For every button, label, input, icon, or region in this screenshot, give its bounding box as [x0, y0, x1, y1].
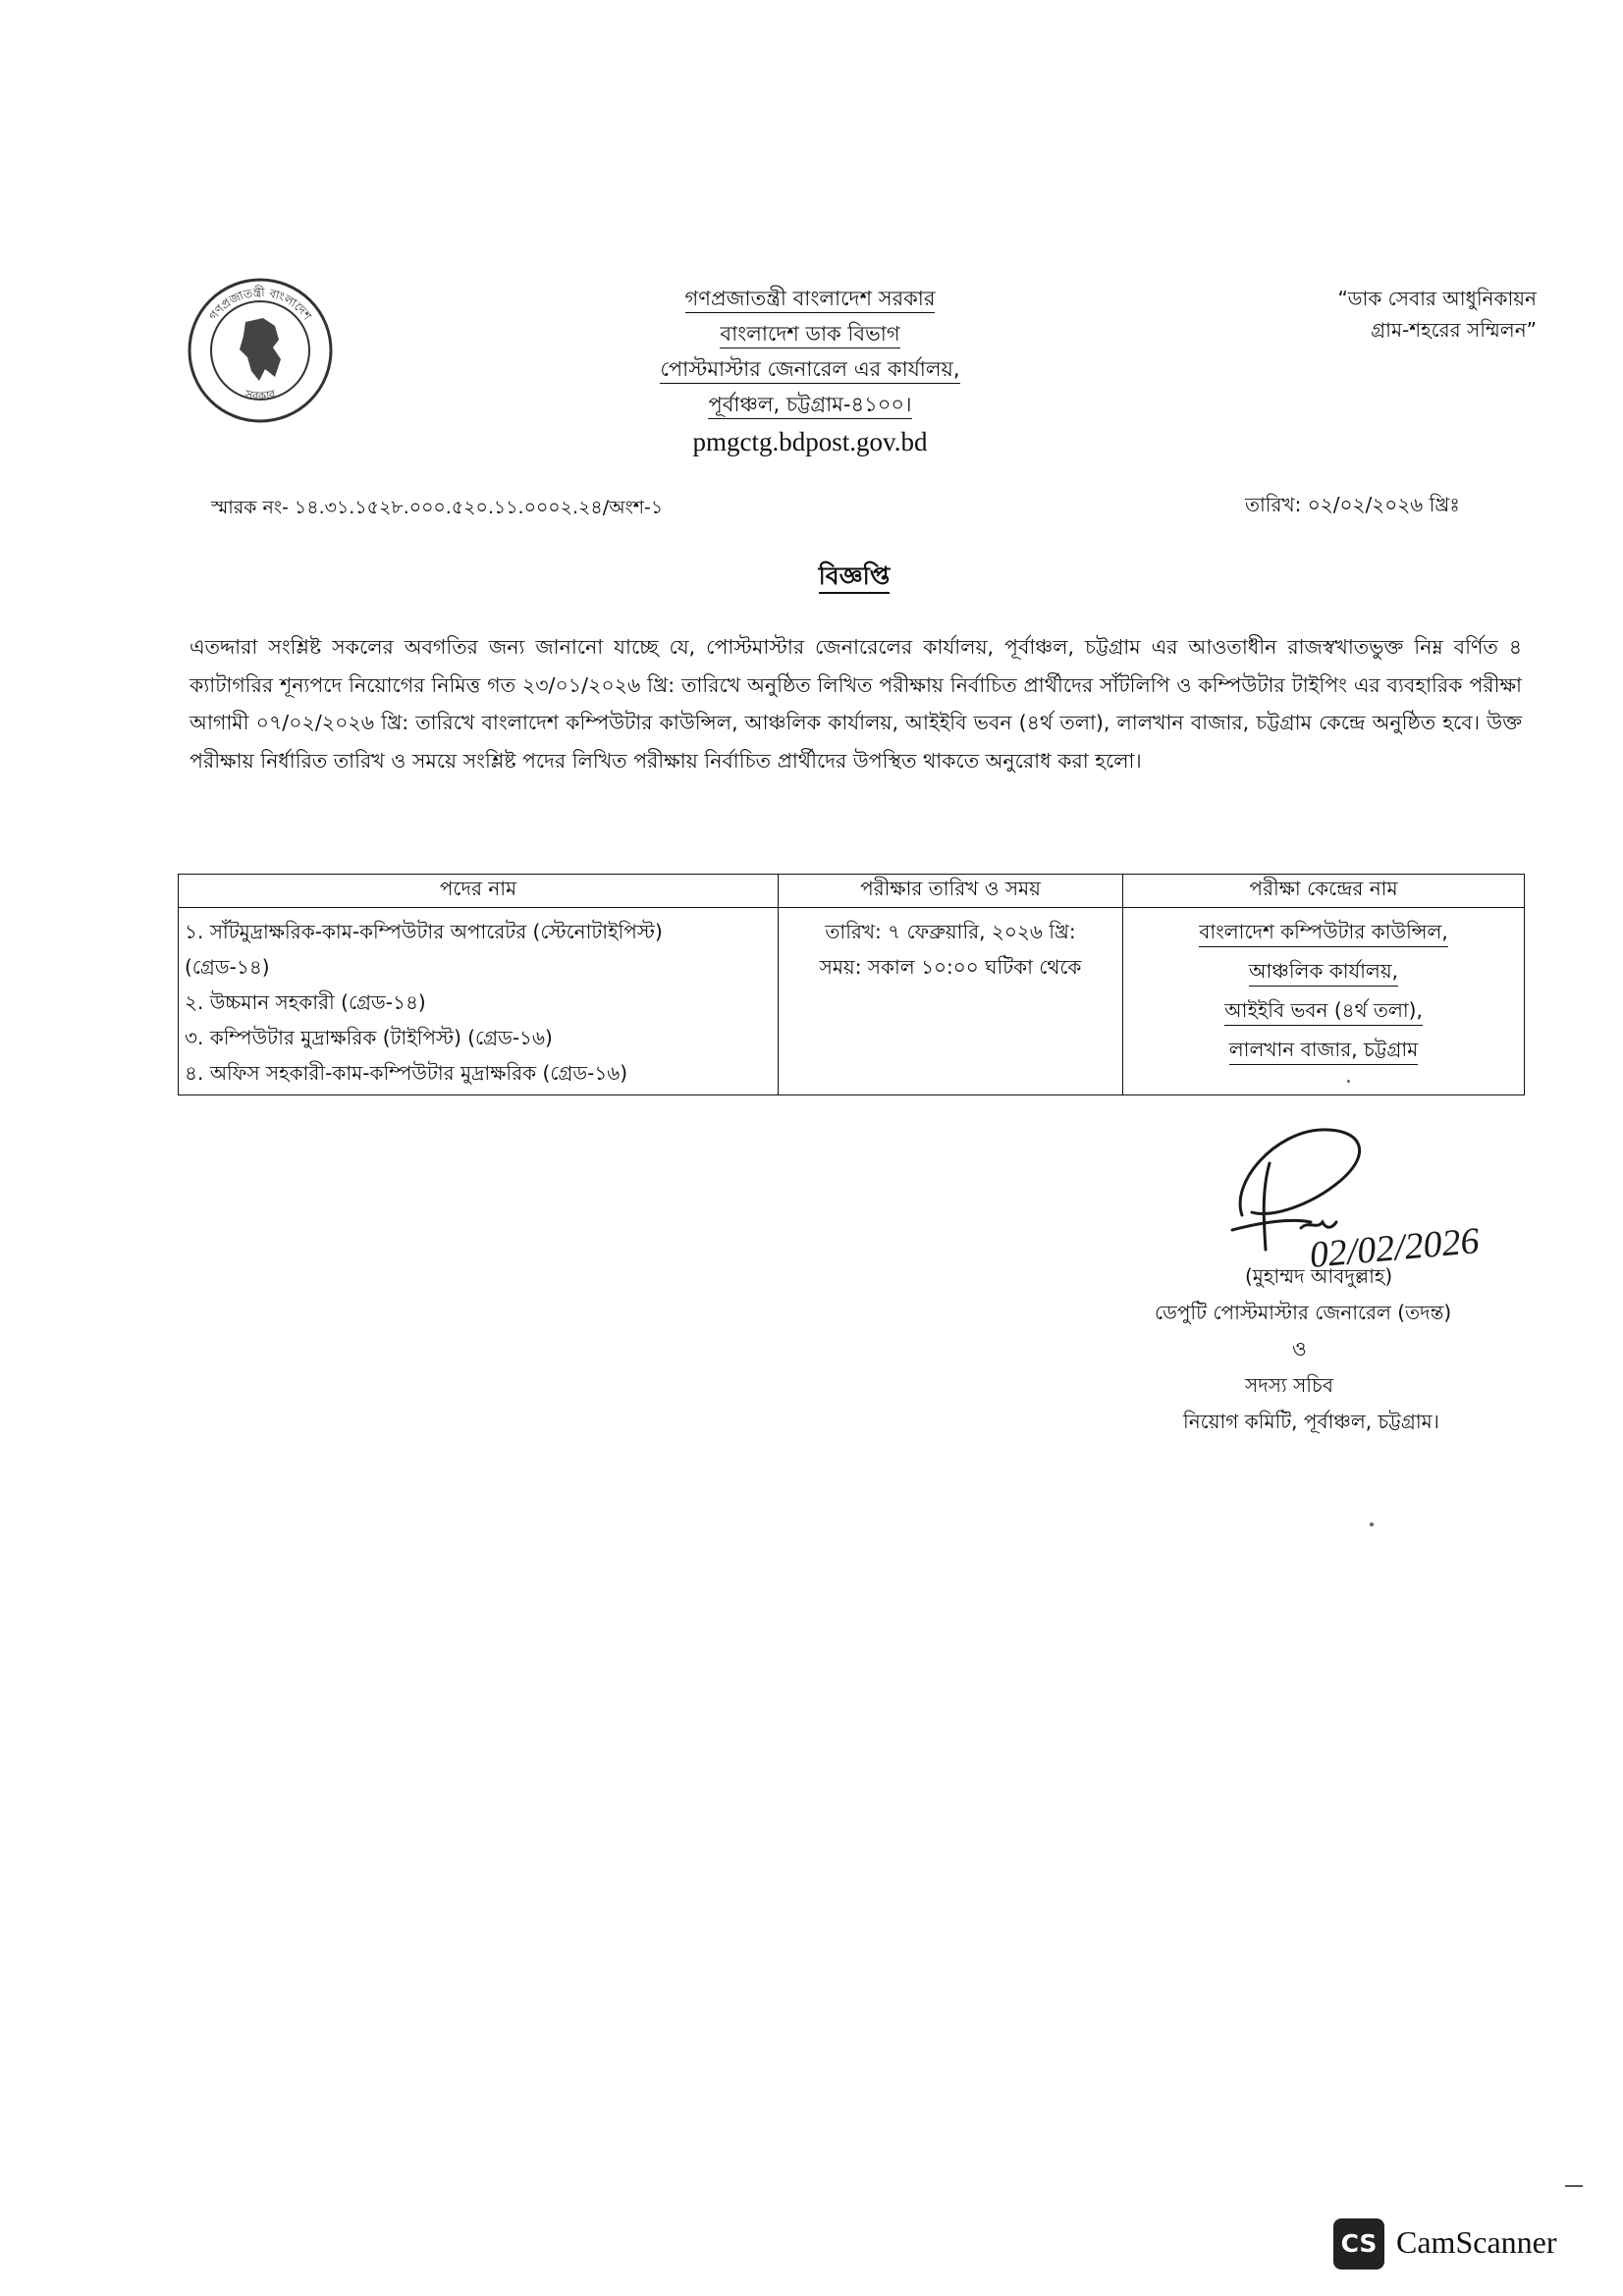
handwritten-date: 02/02/2026 [1308, 1220, 1482, 1276]
memo-reference: স্মারক নং- ১৪.৩১.১৫২৮.০০০.৫২০.১১.০০০২.২৪/অংশ-১ [211, 497, 664, 518]
venue-cell [1123, 908, 1525, 1095]
scan-speck [1347, 1080, 1350, 1083]
post-3: ৩. কম্পিউটার মুদ্রাক্ষরিক (টাইপিস্ট) (গ্রেড-১৬) [185, 1026, 553, 1049]
exam-time: সময়: সকাল ১০:০০ ঘটিকা থেকে [819, 955, 1082, 979]
notice-title-wrap [0, 557, 1623, 599]
government-seal [185, 275, 336, 426]
post-1: ১. সাঁটমুদ্রাক্ষরিক-কাম-কম্পিউটার অপারেটর (স্টেনোটাইপিস্ট) [185, 920, 663, 943]
signatory-conjunction: ও [1292, 1337, 1307, 1361]
office-header [550, 283, 1070, 457]
motto [1232, 283, 1537, 346]
notice-title: বিজ্ঞপ্তি [819, 561, 891, 594]
table-row [179, 908, 1525, 1095]
notice-body: এতদ্দারা সংশ্লিষ্ট সকলের অবগতির জন্য জানানো যাচ্ছে যে, পোস্টমাস্টার জেনারেলের কার্যালয়, পূর্বাঞ্চল, চট্টগ্রাম এর আওতাধীন রাজস্বখাতভুক্ত নিম্ন বর্ণিত ৪ ক্যাটাগরির শূন্যপদে নিয়োগের নিমিত্ত গত ২৩/০১/২০২৬ খ্রি: তারিখে অনুষ্ঠিত লিখিত পরীক্ষায় নির্বাচিত প্রার্থীদের সাঁটলিপি ও কম্পিউটার টাইপিং এর ব্যবহারিক পরীক্ষা আগামী ০৭/০২/২০২৬ খ্রি: তারিখে বাংলাদেশ কম্পিউটার কাউন্সিল, আঞ্চলিক কার্যালয়, আইইবি ভবন (৪র্থ তলা), লালখান বাজার, চট্টগ্রাম কেন্দ্রে অনুষ্ঠিত হবে। উক্ত পরীক্ষায় নির্ধারিত তারিখ ও সময়ে সংশ্লিষ্ট পদের লিখিত পরীক্ষায় নির্বাচিত প্রার্থীদের উপস্থিত থাকতে অনুরোধ করা হলো। [189, 635, 1522, 773]
post-4: ৪. অফিস সহকারী-কাম-কম্পিউটার মুদ্রাক্ষরিক (গ্রেড-১৬) [185, 1061, 628, 1085]
motto-line-2: গ্রাম-শহরের সম্মিলন” [1371, 318, 1537, 342]
schedule-cell [779, 908, 1123, 1095]
venue-line-1: বাংলাদেশ কম্পিউটার কাউন্সিল, [1199, 917, 1448, 947]
memo-date: তারিখ: ০২/০২/২০২৬ খ্রিঃ [1245, 493, 1460, 516]
venue-line-2: আঞ্চলিক কার্যালয়, [1249, 956, 1398, 987]
exam-table [178, 874, 1525, 1095]
seal-bottom-text: সরকার [243, 387, 278, 403]
exam-date: তারিখ: ৭ ফেব্রুয়ারি, ২০২৬ খ্রি: [825, 920, 1076, 943]
header-office: পোস্টমাস্টার জেনারেল এর কার্যালয়, [660, 356, 959, 384]
post-2: ২. উচ্চমান সহকারী (গ্রেড-১৪) [185, 990, 426, 1014]
scan-speck [1370, 1522, 1374, 1526]
scan-mark [1565, 2185, 1583, 2187]
signatory-designation: ডেপুটি পোস্টমাস্টার জেনারেল (তদন্ত) [1155, 1301, 1452, 1324]
motto-line-1: “ডাক সেবার আধুনিকায়ন [1337, 287, 1537, 310]
signatory-block [1129, 1258, 1571, 1440]
header-post-name: পদের নাম [179, 875, 779, 908]
header-exam-venue: পরীক্ষা কেন্দ্রের নাম [1123, 875, 1525, 908]
venue-line-4: লালখান বাজার, চট্টগ্রাম [1229, 1035, 1418, 1065]
camscanner-watermark: CamScanner [1396, 2224, 1557, 2260]
header-department: বাংলাদেশ ডাক বিভাগ [720, 321, 899, 348]
venue-line-3: আইইবি ভবন (৪র্থ তলা), [1224, 995, 1423, 1026]
post-1-grade: (গ্রেড-১৪) [185, 955, 270, 979]
signatory-name: (মুহাম্মদ আবদুল্লাহ) [1245, 1264, 1393, 1288]
header-government: গণপ্রজাতন্ত্রী বাংলাদেশ সরকার [685, 286, 936, 313]
seal-top-text: গণপ্রজাতন্ত্রী বাংলাদেশ [206, 285, 314, 323]
signatory-committee: নিয়োগ কমিটি, পূর্বাঞ্চল, চট্টগ্রাম। [1183, 1410, 1439, 1433]
signatory-role: সদস্য সচিব [1245, 1373, 1333, 1397]
posts-cell [179, 908, 779, 1095]
camscanner-logo-icon: CS [1333, 2218, 1384, 2269]
header-address: পূর্বাঞ্চল, চট্টগ্রাম-৪১০০। [708, 392, 911, 419]
header-exam-date-time: পরীক্ষার তারিখ ও সময় [779, 875, 1123, 908]
header-website: pmgctg.bdpost.gov.bd [692, 427, 928, 456]
svg-text:সরকার [243, 387, 277, 403]
table-header-row [179, 875, 1525, 908]
